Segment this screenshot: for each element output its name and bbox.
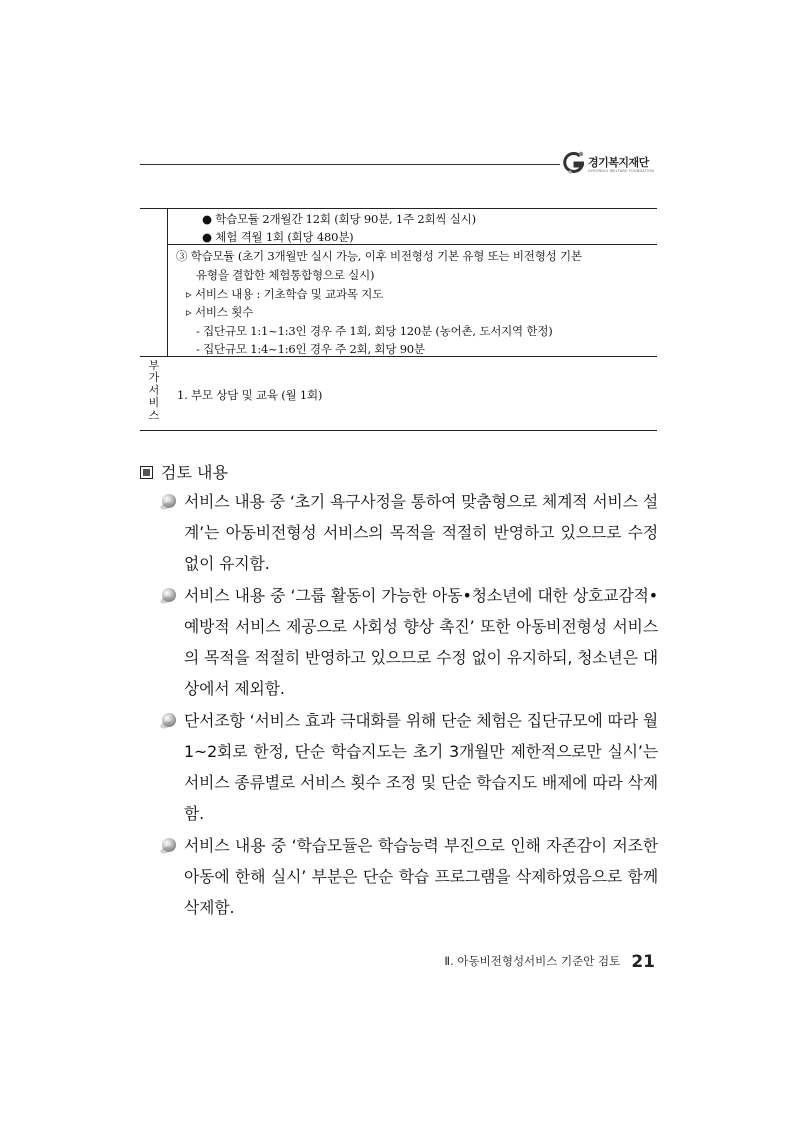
side-label: 부 가 서 비 스 (148, 359, 160, 422)
review-item-text: 서비스 내용 중 ‘초기 욕구사정을 통하여 맞춤형으로 체계적 서비스 설계’는 아동비전형성 서비스의 목적을 적절히 반영하고 있으므로 수정 없이 유지함. (184, 492, 658, 573)
review-item-text: 서비스 내용 중 ‘학습모듈은 학습능력 부진으로 인해 자존감이 저조한 아동에 한해 실시’ 부분은 단순 학습 프로그램을 삭제하였음으로 함께 삭제함. (184, 836, 658, 917)
sphere-bullet-icon (162, 838, 176, 852)
square-bullet-icon (140, 466, 153, 479)
foundation-logo-icon (562, 150, 586, 176)
review-item (162, 580, 658, 704)
table-column-divider (167, 208, 168, 244)
logo-subtext: GYEONGGI WELFARE FOUNDATION (588, 169, 654, 173)
sphere-bullet-icon (162, 494, 176, 508)
review-item-text: 단서조항 ‘서비스 효과 극대화를 위해 단순 체험은 집단규모에 따라 월 1~2회로 한정, 단순 학습지도는 초기 3개월만 제한적으로만 실시’는 서비스 종류별로 서비스 횟수 조정 및 단순 학습지도 배제에 따라 삭제함. (184, 711, 658, 823)
table-column-divider (167, 244, 168, 356)
table-row: ③ 학습모듈 (초기 3개월만 실시 가능, 이후 비전형성 기본 유형 또는 비전형성 기본 (176, 249, 582, 263)
table-row: ▹ 서비스 횟수 (186, 305, 254, 319)
table-row: ▹ 서비스 내용 : 기초학습 및 교과목 지도 (186, 287, 384, 301)
extra-service-row: 1. 부모 상담 및 교육 (월 1회) (177, 388, 323, 402)
footer-chapter-label: Ⅱ. 아동비전형성서비스 기준안 검토 (444, 954, 621, 968)
table-row: 유형을 결합한 체험통합형으로 실시) (196, 268, 375, 282)
table-row: - 집단규모 1:1~1:3인 경우 주 1회, 회당 120분 (농어촌, 도서지역 한정) (196, 324, 553, 338)
section-title: 검토 내용 (140, 460, 228, 483)
table-row: ● 학습모듈 2개월간 12회 (회당 90분, 1주 2회씩 실시) (202, 212, 476, 226)
table-row: ● 체험 격월 1회 (회당 480분) (202, 230, 354, 244)
review-item (162, 830, 658, 923)
table-row: - 집단규모 1:4~1:6인 경우 주 2회, 회당 90분 (196, 342, 425, 356)
table-bottom-border (140, 430, 657, 431)
page-footer (444, 952, 655, 972)
review-item (162, 705, 658, 829)
review-item (162, 486, 658, 579)
sphere-bullet-icon (162, 713, 176, 727)
page-number: 21 (631, 952, 655, 972)
sphere-bullet-icon (162, 588, 176, 602)
foundation-logo (560, 150, 660, 178)
logo-text: 경기복지재단 (588, 156, 649, 169)
review-item-text: 서비스 내용 중 ‘그룹 활동이 가능한 아동•청소년에 대한 상호교감적•예방적 서비스 제공으로 사회성 향상 촉진’ 또한 아동비전형성 서비스의 목적을 적절히 반영하고 있으므로 수정 없이 유지하되, 청소년은 대상에서 제외함. (184, 586, 658, 698)
table-top-border (140, 208, 657, 209)
header-rule (140, 164, 560, 165)
